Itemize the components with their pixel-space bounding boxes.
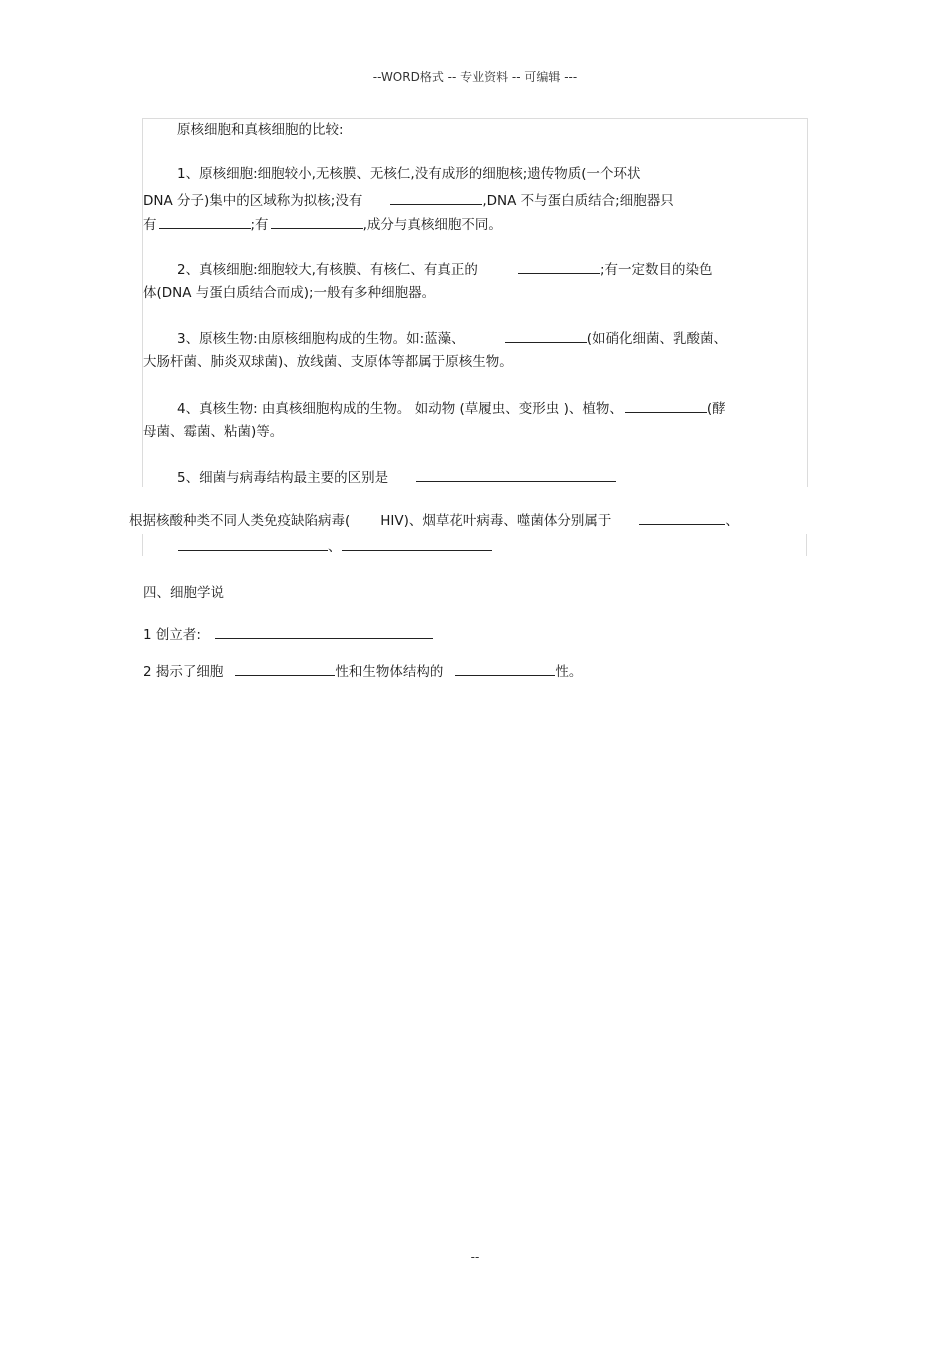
p1-line3-text1: 有 bbox=[143, 217, 157, 233]
frame-left-edge bbox=[142, 534, 143, 556]
section4-line2 bbox=[143, 661, 582, 681]
p2-line1 bbox=[177, 259, 713, 279]
blank-5[interactable] bbox=[505, 328, 587, 343]
p2-line2: 体(DNA 与蛋白质结合而成);一般有多种细胞器。 bbox=[143, 285, 436, 301]
p4-line2: 母菌、霉菌、粘菌)等。 bbox=[143, 424, 284, 440]
blank-12[interactable] bbox=[235, 661, 335, 676]
p3-line1 bbox=[177, 328, 727, 348]
blank-10[interactable] bbox=[342, 536, 492, 551]
p1-line1: 1、原核细胞:细胞较小,无核膜、无核仁,没有成形的细胞核;遗传物质(一个环状 bbox=[177, 166, 641, 182]
p4-line1 bbox=[177, 398, 726, 418]
section4-title: 四、细胞学说 bbox=[143, 585, 224, 601]
blank-3[interactable] bbox=[271, 214, 363, 229]
section4-line2-text3: 性。 bbox=[555, 664, 583, 680]
p1-line2-text2: ,DNA 不与蛋白质结合;细胞器只 bbox=[482, 193, 674, 209]
frame-right-edge bbox=[806, 534, 807, 556]
p6-line1-text2: HIV)、烟草花叶病毒、噬菌体分别属于 bbox=[380, 513, 612, 529]
p1-line3-text3: ,成分与真核细胞不同。 bbox=[362, 217, 502, 233]
blank-13[interactable] bbox=[455, 661, 555, 676]
p6-line1-text1: 根据核酸种类不同人类免疫缺陷病毒( bbox=[129, 513, 351, 529]
section4-line1-text: 1 创立者: bbox=[143, 627, 201, 643]
section4-line2-text1: 2 揭示了细胞 bbox=[143, 664, 224, 680]
page-header: --WORD格式 -- 专业资料 -- 可编辑 --- bbox=[372, 70, 578, 84]
p4-line1-text1: 4、真核生物: 由真核细胞构成的生物。 如动物 (草履虫、变形虫 )、植物、 bbox=[177, 401, 623, 417]
p5-line1-text1: 5、细菌与病毒结构最主要的区别是 bbox=[177, 470, 389, 486]
p4-line1-text2: (酵 bbox=[706, 401, 726, 417]
p6-line2 bbox=[178, 536, 492, 556]
p6-line2-sep: 、 bbox=[328, 539, 342, 555]
page-footer: -- bbox=[470, 1250, 480, 1264]
p1-line3 bbox=[143, 214, 502, 234]
p3-line1-text2: (如硝化细菌、乳酸菌、 bbox=[586, 331, 727, 347]
p6-line1 bbox=[129, 510, 739, 530]
p1-line3-text2: ;有 bbox=[250, 217, 269, 233]
p1-line2 bbox=[143, 190, 674, 210]
p3-line1-text1: 3、原核生物:由原核细胞构成的生物。如:蓝藻、 bbox=[177, 331, 465, 347]
blank-4[interactable] bbox=[518, 259, 600, 274]
p3-line2: 大肠杆菌、肺炎双球菌)、放线菌、支原体等都属于原核生物。 bbox=[143, 354, 513, 370]
blank-6[interactable] bbox=[625, 398, 707, 413]
blank-7[interactable] bbox=[416, 467, 616, 482]
p6-line1-sep: 、 bbox=[725, 513, 739, 529]
p2-line1-text1: 2、真核细胞:细胞较大,有核膜、有核仁、有真正的 bbox=[177, 262, 478, 278]
p5-line1 bbox=[177, 467, 616, 487]
p2-line1-text2: ;有一定数目的染色 bbox=[599, 262, 713, 278]
section4-line2-text2: 性和生物体结构的 bbox=[335, 664, 444, 680]
section4-line1 bbox=[143, 624, 433, 644]
p1-line2-text1: DNA 分子)集中的区域称为拟核;没有 bbox=[143, 193, 363, 209]
blank-9[interactable] bbox=[178, 536, 328, 551]
section-title: 原核细胞和真核细胞的比较: bbox=[177, 122, 344, 138]
blank-8[interactable] bbox=[639, 510, 725, 525]
blank-11[interactable] bbox=[215, 624, 433, 639]
blank-1[interactable] bbox=[390, 190, 482, 205]
blank-2[interactable] bbox=[159, 214, 251, 229]
